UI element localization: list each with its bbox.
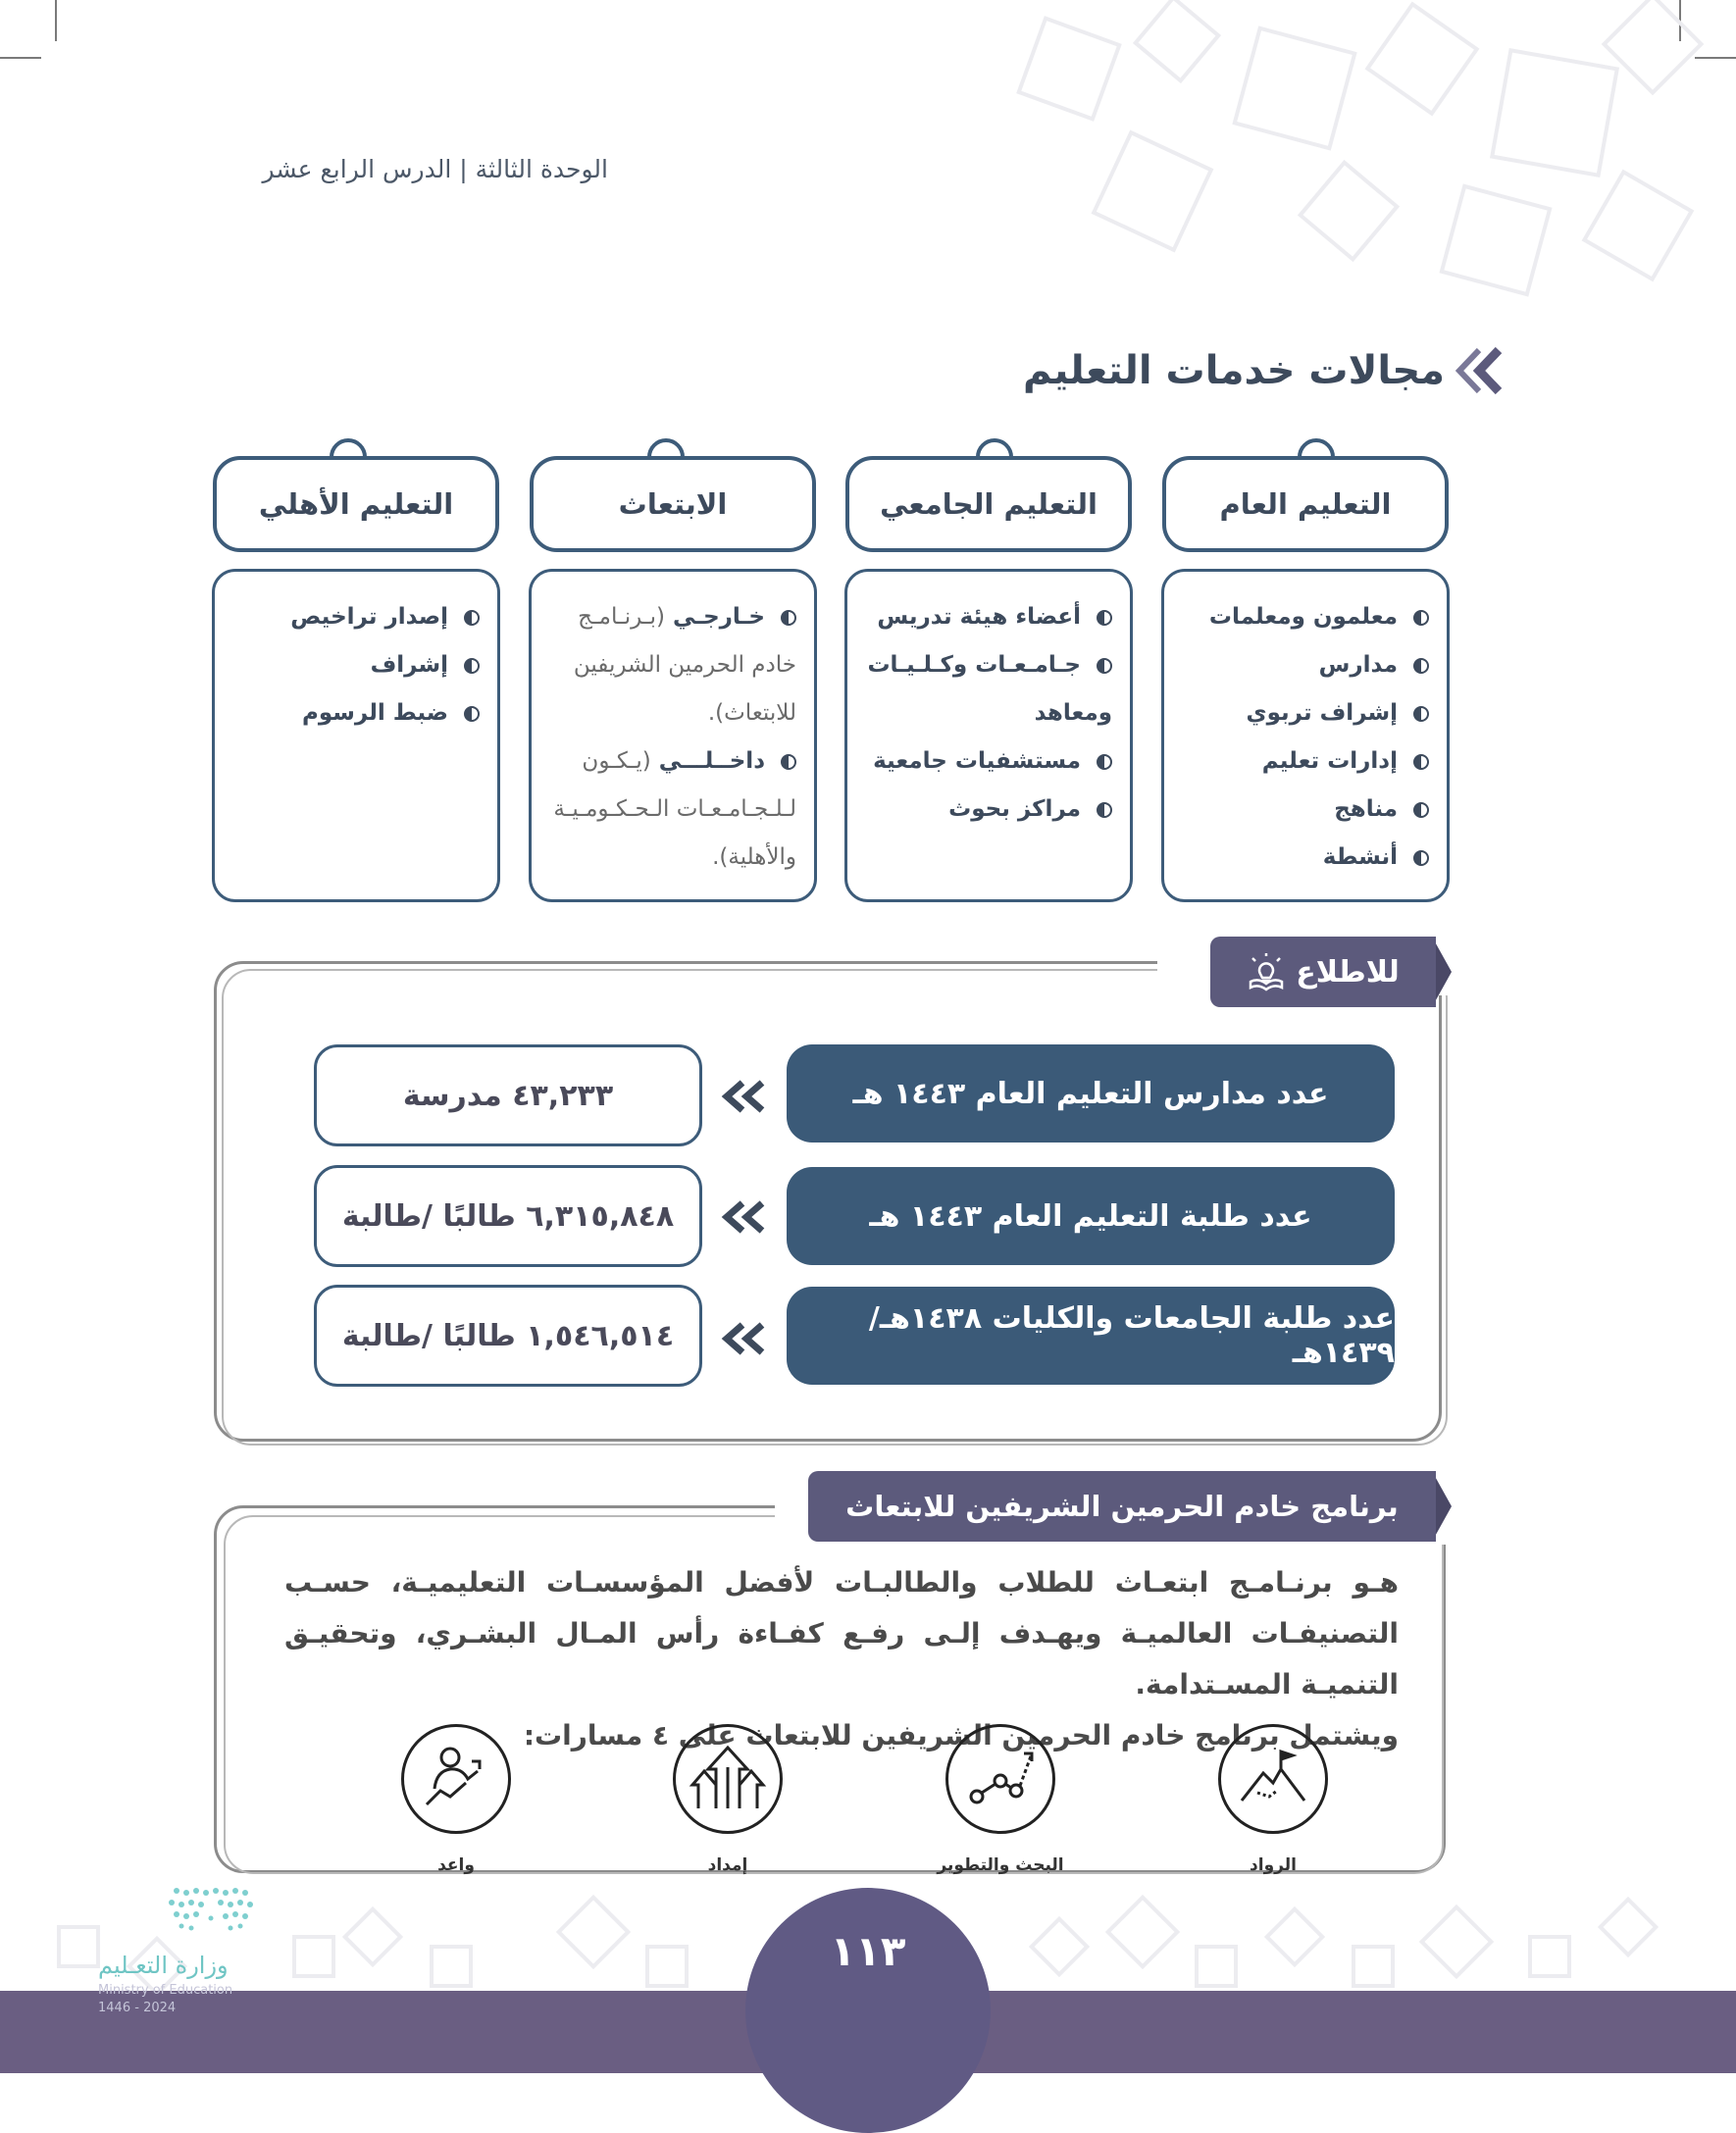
path-icon-circle	[1218, 1724, 1328, 1834]
list-item-continuation: ومعاهد	[1034, 700, 1112, 726]
category-list-private	[212, 569, 500, 902]
program-paragraph: هـو برنـامـج ابتعـاث للطلاب والطالبـات لأفضل المؤسسـات التعليميـة، حسـب التصنيفـات العالميـة ويهـدف إلـى رفـع كفـاءة رأس المـال البشـري، وتحقيـق التنميـة المسـتدامة.	[284, 1566, 1399, 1701]
stat-value: ٦,٣١٥,٨٤٨ طالبًا /طالبة	[314, 1165, 702, 1267]
category-title-university: التعليم الجامعي	[845, 456, 1132, 552]
double-chevron-icon	[1450, 346, 1505, 395]
item-tail: خادم الحرمين الشريفين	[573, 652, 796, 678]
list-item: أعضاء هيئة تدريس	[861, 593, 1112, 641]
path-icon-circle	[673, 1724, 783, 1834]
path-item	[664, 1724, 791, 1875]
ministry-name: وزارة التعـليم	[98, 1952, 229, 1979]
path-icon-circle	[401, 1724, 511, 1834]
double-chevron-left-icon	[719, 1321, 768, 1356]
person-trend-icon	[417, 1740, 495, 1818]
item-head: خـارجـي	[672, 604, 765, 630]
info-tab-label: للاطلاع	[1296, 954, 1400, 990]
list-item: إشراف تربوي	[1178, 689, 1429, 737]
double-chevron-left-icon	[719, 1199, 768, 1235]
path-icon-circle	[945, 1724, 1055, 1834]
item-tail: للابتعاث).	[707, 700, 796, 726]
path-label: إمداد	[707, 1855, 748, 1875]
info-tab	[1210, 937, 1436, 1007]
list-item-continuation	[545, 641, 796, 689]
growth-chart-icon	[961, 1740, 1040, 1818]
item-tail: والأهلية).	[712, 844, 796, 870]
list-item	[545, 593, 796, 641]
list-item: مستشفيات جامعية	[861, 737, 1112, 786]
list-item: معلمون ومعلمات	[1178, 593, 1429, 641]
category-list-university	[844, 569, 1133, 902]
item-tail: لـلـجـامـعـات الـحـكـومـيـة	[553, 796, 796, 822]
path-label: واعد	[437, 1855, 475, 1875]
stat-label: عدد طلبة التعليم العام ١٤٤٣ هـ	[787, 1167, 1395, 1265]
program-title: برنامج خادم الحرمين الشريفين للابتعاث	[808, 1471, 1436, 1542]
lightbulb-book-icon	[1247, 952, 1286, 991]
list-item: ضبط الرسوم	[229, 689, 480, 737]
stat-value: ١,٥٤٦,٥١٤ طالبًا /طالبة	[314, 1285, 702, 1387]
edition-year: 2024 - 1446	[98, 2001, 177, 2015]
program-intro: ويشتمل برنامج خادم الحرمين الشريفين للابتعاث على ٤ مسارات:	[523, 1719, 1399, 1752]
category-title-scholarship: الابتعاث	[530, 456, 816, 552]
item-tail: (يـكـون	[582, 748, 651, 774]
double-chevron-left-icon	[719, 1079, 768, 1114]
list-item: مراكز بحوث	[861, 786, 1112, 834]
mountain-flag-icon	[1234, 1740, 1312, 1818]
list-item: مدارس	[1178, 641, 1429, 689]
list-item: إشراف	[229, 641, 480, 689]
path-item	[392, 1724, 520, 1875]
ministry-subtitle: Ministry of Education	[98, 1983, 233, 1998]
list-item: أنشطة	[1178, 834, 1429, 882]
page-number-badge	[745, 1888, 991, 2133]
decor-pattern	[991, 0, 1736, 353]
list-item: جـامـعـات وكـلـيـات	[861, 641, 1112, 689]
list-item	[545, 737, 796, 786]
list-item: مناهج	[1178, 786, 1429, 834]
item-tail: (بـرنـامـج	[578, 604, 665, 630]
list-item: إدارات تعليم	[1178, 737, 1429, 786]
category-list-scholarship	[529, 569, 817, 902]
path-label: البحث والتطوير	[937, 1855, 1064, 1875]
list-item-continuation	[545, 689, 796, 737]
stat-value: ٤٣,٢٣٣ مدرسة	[314, 1044, 702, 1146]
running-head: الوحدة الثالثة | الدرس الرابع عشر	[262, 155, 608, 183]
item-head: داخــلـــي	[658, 748, 765, 774]
list-item-continuation	[545, 834, 796, 882]
crop-mark	[0, 57, 41, 59]
list-item: إصدار تراخيص	[229, 593, 480, 641]
stat-label: عدد مدارس التعليم العام ١٤٤٣ هـ	[787, 1044, 1395, 1143]
page-number: ١١٣	[830, 1927, 906, 1975]
list-item-continuation	[545, 786, 796, 834]
category-title-private: التعليم الأهلي	[213, 456, 499, 552]
category-list-general	[1161, 569, 1450, 902]
path-item	[1209, 1724, 1337, 1875]
path-label: الرواد	[1250, 1855, 1297, 1875]
crop-mark	[55, 0, 57, 41]
up-arrows-icon	[689, 1740, 767, 1818]
stat-label: عدد طلبة الجامعات والكليات ١٤٣٨هـ/١٤٣٩هـ	[787, 1287, 1395, 1385]
section-title: مجالات خدمات التعليم	[1022, 348, 1445, 393]
path-item	[937, 1724, 1064, 1875]
category-title-general: التعليم العام	[1162, 456, 1449, 552]
